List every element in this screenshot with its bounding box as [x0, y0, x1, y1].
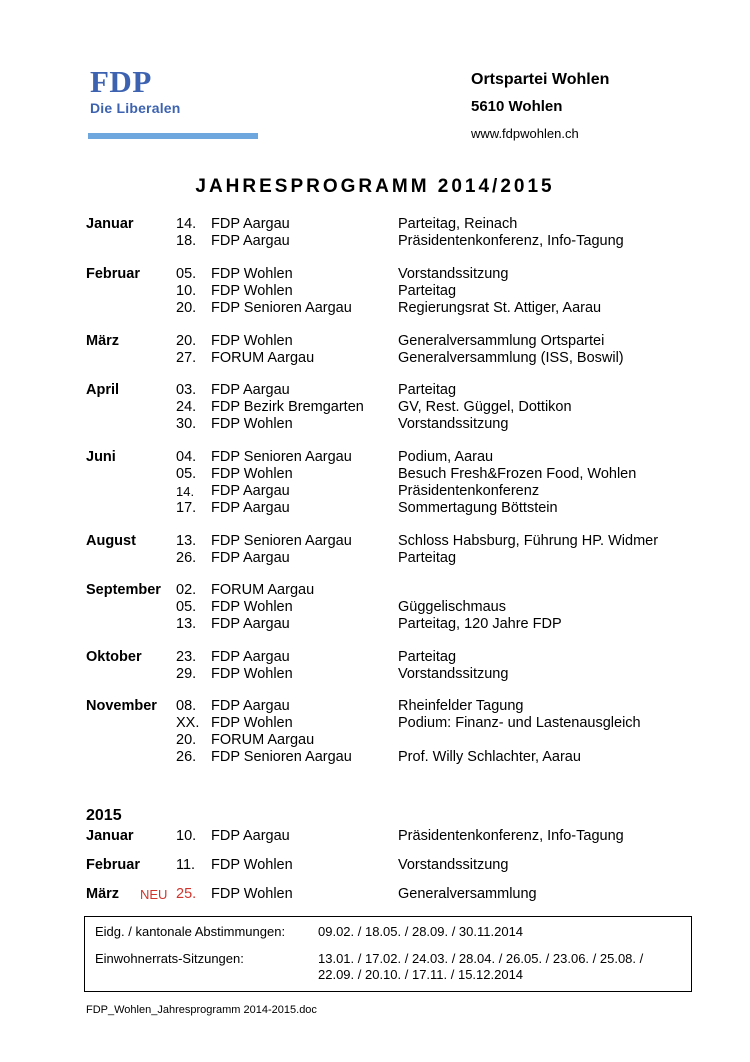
entry-org: FORUM Aargau [211, 732, 315, 748]
entry-day: 05. [176, 266, 197, 282]
org-url: www.fdpwohlen.ch [471, 126, 579, 141]
entry-event: Parteitag, 120 Jahre FDP [398, 616, 562, 632]
org-address-block [471, 70, 609, 142]
entry-org: FDP Wohlen [211, 333, 293, 349]
entry-day: 02. [176, 582, 197, 598]
month-label: Januar [86, 216, 134, 232]
entry-day: 13. [176, 616, 197, 632]
new-badge: NEU [140, 887, 168, 902]
entry-day: 24. [176, 399, 197, 415]
month-label: März [86, 886, 120, 902]
month-label: Februar [86, 857, 140, 873]
entry-org: FDP Senioren Aargau [211, 749, 352, 765]
entry-event: Parteitag [398, 283, 457, 299]
entry-org: FDP Wohlen [211, 466, 293, 482]
entry-day: 29. [176, 666, 197, 682]
month-label: September [86, 582, 161, 598]
entry-event: Generalversammlung [398, 886, 537, 902]
entry-org: FDP Aargau [211, 382, 290, 398]
entry-event: Generalversammlung (ISS, Boswil) [398, 350, 624, 366]
month-label: August [86, 533, 136, 549]
entry-event: Rheinfelder Tagung [398, 698, 524, 714]
logo-underline-bar [88, 133, 258, 139]
entry-event: Parteitag [398, 382, 457, 398]
entry-day: 14. [176, 216, 197, 232]
month-label: Oktober [86, 649, 142, 665]
entry-day: 14. [176, 484, 195, 499]
fdp-logo [90, 66, 181, 116]
council-dates-line1: 13.01. / 17.02. / 24.03. / 28.04. / 26.05. / 23.06. / 25.08. / [318, 951, 644, 966]
entry-event: Prof. Willy Schlachter, Aarau [398, 749, 581, 765]
entry-day: 08. [176, 698, 197, 714]
entry-org: FDP Aargau [211, 698, 290, 714]
entry-org: FDP Wohlen [211, 416, 293, 432]
entry-org: FDP Wohlen [211, 886, 293, 902]
page-title: JAHRESPROGRAMM 2014/2015 [195, 176, 555, 197]
entry-day: 03. [176, 382, 197, 398]
entry-event: Vorstandssitzung [398, 266, 509, 282]
entry-org: FDP Aargau [211, 550, 290, 566]
entry-event: Generalversammlung Ortspartei [398, 333, 605, 349]
entry-day: 27. [176, 350, 197, 366]
votes-dates: 09.02. / 18.05. / 28.09. / 30.11.2014 [318, 924, 524, 939]
entry-org: FDP Senioren Aargau [211, 300, 352, 316]
entry-day: 26. [176, 550, 197, 566]
entry-day: 10. [176, 283, 197, 299]
entry-event: Podium, Aarau [398, 449, 494, 465]
entry-event: Vorstandssitzung [398, 666, 509, 682]
council-dates-line2: 22.09. / 20.10. / 17.11. / 15.12.2014 [318, 967, 524, 982]
month-label: März [86, 333, 120, 349]
org-city: 5610 Wohlen [471, 98, 563, 115]
entry-event: Präsidentenkonferenz, Info-Tagung [398, 233, 624, 249]
entry-org: FDP Wohlen [211, 857, 293, 873]
month-label: November [86, 698, 157, 714]
year-2015-heading: 2015 [86, 807, 122, 824]
entry-org: FORUM Aargau [211, 582, 315, 598]
entry-org: FORUM Aargau [211, 350, 315, 366]
entry-org: FDP Bezirk Bremgarten [211, 399, 364, 415]
entry-day: 25. [176, 886, 197, 902]
entry-org: FDP Wohlen [211, 666, 293, 682]
entry-org: FDP Aargau [211, 216, 290, 232]
entry-event: Vorstandssitzung [398, 857, 509, 873]
entry-day: XX. [176, 715, 200, 731]
entry-org: FDP Wohlen [211, 715, 293, 731]
entry-day: 20. [176, 333, 197, 349]
logo-subtitle: Die Liberalen [90, 100, 181, 116]
entry-event: Besuch Fresh&Frozen Food, Wohlen [398, 466, 637, 482]
month-label: Juni [86, 449, 116, 465]
meeting-dates-box [84, 916, 692, 992]
council-label: Einwohnerrats-Sitzungen: [95, 951, 244, 966]
entry-org: FDP Wohlen [211, 599, 293, 615]
entry-day: 04. [176, 449, 197, 465]
entry-org: FDP Aargau [211, 828, 290, 844]
entry-event: Parteitag [398, 550, 457, 566]
entry-org: FDP Wohlen [211, 283, 293, 299]
entry-event: Regierungsrat St. Attiger, Aarau [398, 300, 602, 316]
entry-org: FDP Senioren Aargau [211, 533, 352, 549]
entry-day: 05. [176, 466, 197, 482]
entry-event: Vorstandssitzung [398, 416, 509, 432]
entry-day: 17. [176, 500, 197, 516]
entry-event: Präsidentenkonferenz, Info-Tagung [398, 828, 624, 844]
entry-day: 10. [176, 828, 197, 844]
entry-org: FDP Senioren Aargau [211, 449, 352, 465]
entry-day: 30. [176, 416, 197, 432]
document-filename: FDP_Wohlen_Jahresprogramm 2014-2015.doc [86, 1004, 317, 1016]
org-name: Ortspartei Wohlen [471, 71, 610, 88]
entry-event: Güggelischmaus [398, 599, 506, 615]
entry-org: FDP Aargau [211, 616, 290, 632]
entry-org: FDP Wohlen [211, 266, 293, 282]
month-label: April [86, 382, 120, 398]
entry-day: 11. [176, 857, 196, 873]
month-label: Januar [86, 828, 134, 844]
entry-event: Schloss Habsburg, Führung HP. Widmer [398, 533, 659, 549]
logo-text: FDP [90, 64, 152, 99]
votes-label: Eidg. / kantonale Abstimmungen: [95, 924, 286, 939]
entry-event: Sommertagung Böttstein [398, 500, 558, 516]
entry-day: 18. [176, 233, 197, 249]
entry-day: 05. [176, 599, 197, 615]
entry-day: 26. [176, 749, 197, 765]
entry-day: 20. [176, 300, 197, 316]
entry-event: Parteitag, Reinach [398, 216, 518, 232]
entry-org: FDP Aargau [211, 233, 290, 249]
entry-day: 23. [176, 649, 197, 665]
entry-day: 13. [176, 533, 197, 549]
entry-org: FDP Aargau [211, 649, 290, 665]
month-label: Februar [86, 266, 140, 282]
entry-org: FDP Aargau [211, 500, 290, 516]
entry-event: GV, Rest. Güggel, Dottikon [398, 399, 572, 415]
entry-day: 20. [176, 732, 197, 748]
entry-event: Parteitag [398, 649, 457, 665]
entry-event: Podium: Finanz- und Lastenausgleich [398, 715, 641, 731]
entry-event: Präsidentenkonferenz [398, 483, 540, 499]
entry-org: FDP Aargau [211, 483, 290, 499]
